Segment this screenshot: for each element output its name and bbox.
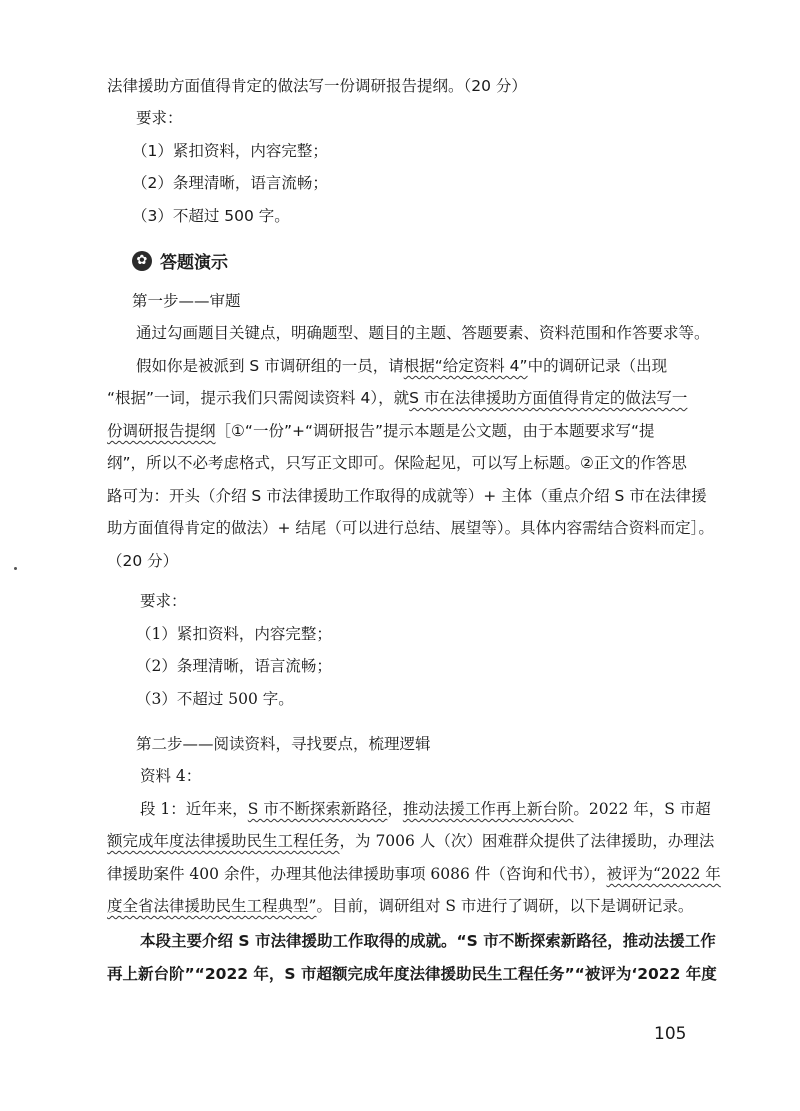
requirement-item: （3）不超过 500 字。: [136, 690, 294, 708]
step-one-line: 通过勾画题目关键点，明确题型、题目的主题、答题要素、资料范围和作答要求等。: [136, 324, 710, 342]
page-number: 105: [654, 1024, 687, 1044]
highlight: 被评为“2022 年: [606, 865, 721, 883]
answer-demo-heading: [132, 248, 228, 273]
step-one-title: 第一步——审题: [132, 292, 241, 310]
gear-icon: ✿: [132, 251, 152, 271]
material-label: 资料 4：: [140, 767, 202, 785]
step-one-line: 助方面值得肯定的做法）+ 结尾（可以进行总结、展望等）。具体内容需结合资料而定］。: [107, 519, 714, 537]
highlight: 推动法援工作再上新台阶: [402, 800, 574, 818]
highlight: S 市不断探索新路径: [247, 800, 388, 818]
material-line: 度全省法律援助民生工程典型”。目前，调研组对 S 市进行了调研，以下是调研记录。: [107, 897, 694, 915]
summary-line: 再上新台阶”“2022 年，S 市超额完成年度法律援助民生工程任务”“被评为‘2022 年度: [107, 965, 717, 983]
requirement-item: （1）紧扣资料，内容完整；: [132, 142, 328, 160]
requirement-item: （3）不超过 500 字。: [132, 207, 290, 225]
requirements-label: 要求：: [140, 592, 187, 610]
requirement-item: （2）条理清晰，语言流畅；: [132, 174, 328, 192]
material-line: 律援助案件 400 余件，办理其他法律援助事项 6086 件（咨询和代书），被评为“2022 年: [107, 865, 721, 883]
step-one-line: （20 分）: [107, 552, 179, 570]
margin-dot: [14, 567, 17, 570]
requirement-item: （1）紧扣资料，内容完整；: [136, 625, 332, 643]
highlight: 份调研报告提纲: [107, 422, 216, 440]
highlight: 度全省法律援助民生工程典型”: [107, 897, 317, 915]
step-one-line: 假如你是被派到 S 市调研组的一员，请根据“给定资料 4”中的调研记录（出现: [136, 357, 668, 375]
step-one-line: 纲”，所以不必考虑格式，只写正文即可。保险起见，可以写上标题。②正文的作答思: [107, 454, 687, 472]
material-line: 额完成年度法律援助民生工程任务，为 7006 人（次）困难群众提供了法律援助，办理法: [107, 832, 715, 850]
step-one-line: 路可为：开头（介绍 S 市法律援助工作取得的成就等）+ 主体（重点介绍 S 市在法律援: [107, 487, 707, 505]
highlight: S 市在法律援助方面值得肯定的做法写一: [409, 389, 688, 407]
requirement-item: （2）条理清晰，语言流畅；: [136, 657, 332, 675]
step-one-line: “根据”一词，提示我们只需阅读资料 4），就S 市在法律援助方面值得肯定的做法写一: [107, 389, 688, 407]
highlight: 额完成年度法律援助民生工程任务: [107, 832, 340, 850]
step-two-title: 第二步——阅读资料，寻找要点，梳理逻辑: [136, 735, 431, 753]
intro-line: 法律援助方面值得肯定的做法写一份调研报告提纲。（20 分）: [107, 77, 527, 95]
highlight: 根据“给定资料 4”: [403, 357, 528, 375]
material-line: 段 1：近年来，S 市不断探索新路径，推动法援工作再上新台阶。2022 年，S 市超: [140, 800, 711, 818]
requirements-label: 要求：: [136, 109, 183, 127]
step-one-line: 份调研报告提纲［①“一份”+“调研报告”提示本题是公文题，由于本题要求写“提: [107, 422, 655, 440]
answer-demo-title: 答题演示: [160, 253, 228, 273]
summary-line: 本段主要介绍 S 市法律援助工作取得的成就。“S 市不断探索新路径，推动法援工作: [140, 932, 716, 950]
